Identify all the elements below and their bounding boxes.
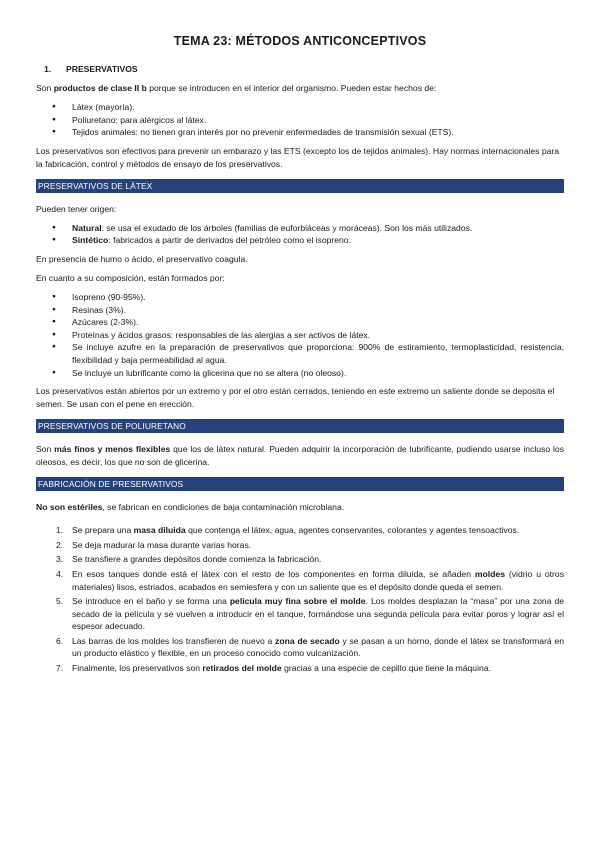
step-text: En esos tanques donde está el látex con el resto de los componentes en forma diluida, se añaden bbox=[72, 568, 475, 579]
section-number: 1. bbox=[44, 64, 52, 74]
paragraph-text-after: que los de látex natural. Pueden adquirir la incorporación de lubrificante, pudiendo usarse incluso los oleosos, es decir, los que no son de glicerina. bbox=[36, 444, 565, 468]
step-bold: zona de secado bbox=[275, 635, 340, 646]
step-text: Finalmente, los preservativos son bbox=[72, 663, 203, 674]
list-item: ● Azúcares (2-3%). bbox=[72, 316, 564, 329]
page-title: TEMA 23: MÉTODOS ANTICONCEPTIVOS bbox=[173, 34, 427, 48]
step-number: 5. bbox=[56, 596, 64, 607]
intro-text: , se fabrican en condiciones de baja contaminación microbiana. bbox=[102, 502, 345, 513]
intro-paragraph bbox=[36, 82, 564, 95]
list-item: ● Resinas (3%). bbox=[72, 304, 564, 317]
step-item bbox=[56, 635, 564, 660]
step-number: 7. bbox=[56, 663, 64, 674]
step-item bbox=[56, 595, 564, 633]
step-number: 6. bbox=[56, 635, 64, 646]
origin-list bbox=[36, 222, 564, 247]
step-item bbox=[56, 524, 564, 537]
step-bold: retirados del molde bbox=[202, 663, 282, 674]
step-bold: masa diluida bbox=[133, 525, 186, 536]
paragraph-text: Son bbox=[36, 444, 55, 455]
list-item: ● Se incluye un lubrificante como la glicerina que no se altera (no oleoso). bbox=[72, 367, 564, 380]
step-number: 1. bbox=[56, 525, 64, 536]
origin-label: Natural bbox=[72, 222, 102, 233]
effectiveness-paragraph: Los preservativos son efectivos para prevenir un embarazo y las ETS (excepto los de tejidos animales). Hay normas internacionales para la fabricación, control y métodos de ensayo de los preservativos. bbox=[36, 145, 560, 169]
composition-list bbox=[36, 291, 564, 379]
subsection-bar-manufacturing: FABRICACIÓN DE PRESERVATIVOS bbox=[36, 477, 564, 491]
polyurethane-paragraph bbox=[36, 443, 564, 469]
step-text-after: y se pasan a un horno, donde el látex se transformará en un producto elástico y flexible, en un proceso conocido como vulcanización. bbox=[72, 635, 564, 659]
paragraph-bold: más finos y menos flexibles bbox=[54, 444, 171, 455]
step-text-after: . Los moldes desplazan la “masa” por una zona de secado de la película y se vuelven a introducir en el tanque, formándose una segunda película para evitar poros y lograr así el espesor adecuado. bbox=[72, 596, 564, 632]
step-text: Las barras de los moldes los transfieren de nuevo a bbox=[72, 635, 276, 646]
list-item: ● Látex (mayoría). bbox=[72, 101, 564, 114]
subsection-bar-latex: PRESERVATIVOS DE LÁTEX bbox=[36, 179, 564, 193]
list-item bbox=[72, 222, 564, 235]
step-text: Se introduce en el baño y se forma una bbox=[72, 596, 230, 607]
origin-intro: Pueden tener origen: bbox=[36, 203, 117, 214]
origin-text: : se usa el exudado de los árboles (familias de euforbiáceas y moráceas). Son los más utilizados. bbox=[101, 222, 473, 233]
materials-list bbox=[36, 101, 564, 139]
intro-text: Son bbox=[36, 83, 54, 93]
list-item: ● Isopreno (90-95%). bbox=[72, 291, 564, 304]
step-item bbox=[56, 662, 564, 675]
intro-bold: No son estériles bbox=[36, 502, 103, 513]
smoke-paragraph: En presencia de humo o ácido, el preservativo coagula. bbox=[36, 253, 248, 264]
step-text-after: gracias a una especie de cepillo que tiene la máquina. bbox=[281, 663, 491, 674]
step-number: 2. bbox=[56, 539, 64, 550]
step-item bbox=[56, 568, 564, 593]
subsection-bar-polyurethane: PRESERVATIVOS DE POLIURETANO bbox=[36, 419, 564, 433]
list-item: ● Poliuretano: para alérgicos al látex. bbox=[72, 114, 564, 127]
manufacturing-steps bbox=[36, 524, 564, 675]
section-title: PRESERVATIVOS bbox=[66, 64, 138, 74]
step-text-after: que contenga el látex, agua, agentes conservantes, colorantes y agentes tensoactivos. bbox=[185, 525, 520, 536]
list-item: ● Proteínas y ácidos grasos: responsables de las alergias a ser activos de látex. bbox=[72, 329, 564, 342]
section-heading bbox=[44, 64, 564, 74]
origin-text: : fabricados a partir de derivados del petróleo como el isopreno. bbox=[108, 235, 351, 246]
intro-text-after: porque se introducen en el interior del organismo. Pueden estar hechos de: bbox=[146, 83, 437, 93]
step-number: 4. bbox=[56, 568, 64, 579]
list-item: ● Tejidos animales: no tienen gran interés por no prevenir enfermedades de transmisión sexual (ETS). bbox=[72, 126, 564, 139]
step-item bbox=[56, 553, 564, 566]
step-text-after: (vidrio u otros materiales) lisos, estriados, acabados en semiesfera y con un saliente que es el depósito donde queda el semen. bbox=[72, 568, 564, 592]
composition-intro: En cuanto a su composición, están formados por: bbox=[36, 272, 225, 283]
step-bold: película muy fina sobre el molde bbox=[229, 596, 366, 607]
step-item bbox=[56, 539, 564, 552]
intro-bold: productos de clase II b bbox=[53, 83, 147, 93]
step-bold: moldes bbox=[474, 568, 505, 579]
step-text: Se transfiere a grandes depósitos donde comienza la fabricación. bbox=[72, 554, 322, 565]
manufacturing-intro bbox=[36, 501, 564, 514]
origin-label: Sintético bbox=[72, 235, 109, 246]
latex-closing-paragraph: Los preservativos están abiertos por un extremo y por el otro están cerrados, teniendo en este extremo un saliente donde se deposita el semen. Se usan con el pene en erección. bbox=[36, 386, 555, 410]
step-number: 3. bbox=[56, 554, 64, 565]
list-item: ● Se incluye azufre en la preparación de preservativos que proporciona: 900% de estiramiento, termoplasticidad, resistencia, flexibilidad y baja permeabilidad al agua. bbox=[72, 341, 564, 366]
step-text: Se prepara una bbox=[72, 525, 134, 536]
step-text: Se deja madurar la masa durante varias horas. bbox=[72, 539, 252, 550]
list-item bbox=[72, 234, 564, 247]
